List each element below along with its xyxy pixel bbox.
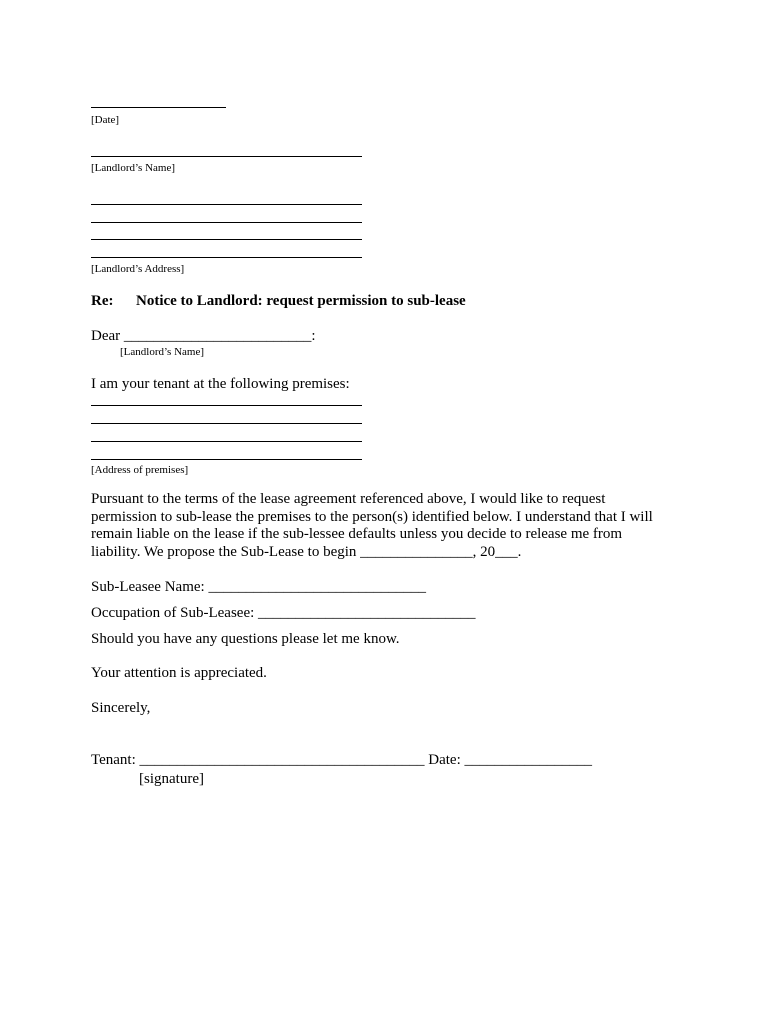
body-paragraph <box>91 491 691 561</box>
sublessee-name-field: Sub-Leasee Name: _____________________________ <box>91 579 426 595</box>
landlord-address-label: [Landlord’s Address] <box>91 263 185 275</box>
date-label: [Date] <box>91 114 120 126</box>
body-line-4: liability. We propose the Sub-Lease to begin _______________, 20___. <box>91 543 522 560</box>
signature-label: [signature] <box>139 771 204 787</box>
premises-address-line-3 <box>91 441 362 442</box>
attention-line: Your attention is appreciated. <box>91 665 267 681</box>
body-line-3: remain liable on the lease if the sub-lessee defaults unless you decide to release me from <box>91 526 623 542</box>
tenant-signature-line: Tenant: ______________________________________ Date: _________________ <box>91 752 592 768</box>
landlord-name-label: [Landlord’s Name] <box>91 162 175 174</box>
landlord-address-line-4 <box>91 257 362 258</box>
premises-address-line-4 <box>91 459 362 460</box>
salutation-label: [Landlord’s Name] <box>120 346 204 358</box>
date-blank-line <box>91 107 226 108</box>
landlord-address-line-1 <box>91 204 362 205</box>
questions-line: Should you have any questions please let me know. <box>91 631 400 647</box>
body-line-2: permission to sub-lease the premises to the person(s) identified below. I understand that I will <box>91 508 653 525</box>
sincerely-line: Sincerely, <box>91 700 151 716</box>
premises-address-label: [Address of premises] <box>91 464 189 476</box>
sublessee-occupation-field: Occupation of Sub-Leasee: _____________________________ <box>91 605 476 621</box>
subject-title: Notice to Landlord: request permission to sub-lease <box>136 293 466 309</box>
salutation-text: Dear _________________________: <box>91 328 316 344</box>
premises-address-line-2 <box>91 423 362 424</box>
landlord-address-line-3 <box>91 239 362 240</box>
subject-re: Re: <box>91 293 114 309</box>
premises-intro: I am your tenant at the following premises: <box>91 376 350 392</box>
landlord-name-blank-line <box>91 156 362 157</box>
premises-address-line-1 <box>91 405 362 406</box>
landlord-address-line-2 <box>91 222 362 223</box>
body-line-1: Pursuant to the terms of the lease agreement referenced above, I would like to request <box>91 491 606 507</box>
